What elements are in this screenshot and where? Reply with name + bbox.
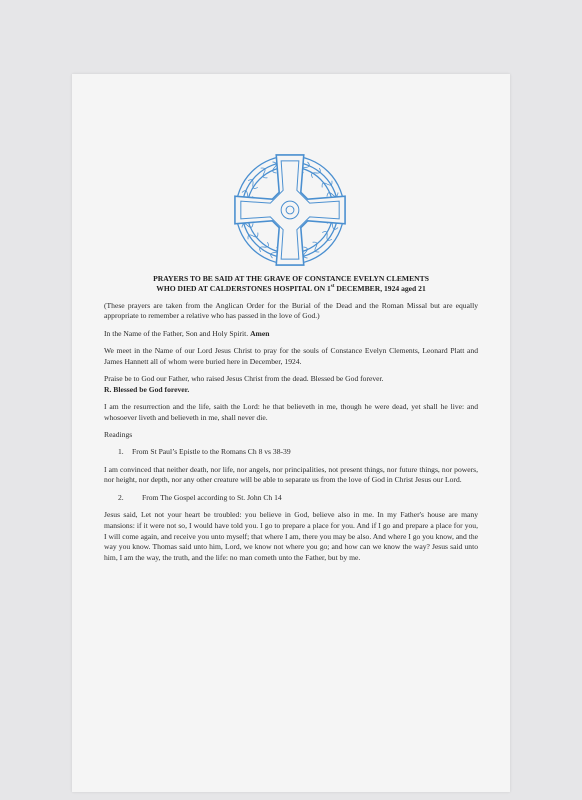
reading-2-heading: 2. From The Gospel according to St. John Ch 14 (118, 492, 282, 502)
title-line-1: PRAYERS TO BE SAID AT THE GRAVE OF CONSTANCE EVELYN CLEMENTS (153, 274, 429, 283)
response-line: R. Blessed be God forever. (104, 384, 190, 394)
prayer-document (104, 274, 478, 570)
intro-note: (These prayers are taken from the Anglican Order for the Burial of the Dead and the Roman Missal but are equally appropriate to remember a relative who has passed in the love of God.) (104, 300, 478, 321)
reading-1-text: I am convinced that neither death, nor life, nor angels, nor principalities, not present things, nor future things, nor powers, nor height, nor depth, nor any other creature will be able to separate us from the love of God in Christ Jesus our Lord. (104, 464, 478, 485)
celtic-cross-icon (231, 151, 349, 269)
gathering-paragraph: We meet in the Name of our Lord Jesus Christ to pray for the souls of Constance Evelyn Clements, Leonard Platt and James Hannett all of whom were buried here in December, 1924. (104, 345, 478, 366)
title-line-2: WHO DIED AT CALDERSTONES HOSPITAL ON 1st DECEMBER, 1924 aged 21 (156, 284, 426, 294)
praise-block (104, 374, 478, 396)
praise-line: Praise be to God our Father, who raised Jesus Christ from the dead. Blessed be God forever. (104, 373, 384, 383)
document-title (104, 274, 478, 295)
reading-1-heading: 1. From St Paul’s Epistle to the Romans Ch 8 vs 38-39 (118, 447, 291, 457)
amen-response: Amen (250, 328, 270, 338)
reading-2-text: Jesus said, Let not your heart be troubled: you believe in God, believe also in me. In my Father's house are many mansions: if it were not so, I would have told you. I go to prepare a place for you. And if I go and prepare a place for you, I will come again, and receive you unto myself; that where I am, there you may be also. And where I go you know, and the way you know. Thomas said unto him, Lord, we know not where you go; and how can we know the way? Jesus said unto him, I am the way, the truth, and the life: no man cometh unto the Father, but by me. (104, 509, 478, 563)
resurrection-paragraph: I am the resurrection and the life, saith the Lord: he that believeth in me, though he were dead, yet shall he live: and whosoever liveth and believeth in me, shall never die. (104, 401, 478, 422)
readings-heading: Readings (104, 430, 133, 440)
invocation: In the Name of the Father, Son and Holy Spirit. Amen (104, 328, 270, 338)
